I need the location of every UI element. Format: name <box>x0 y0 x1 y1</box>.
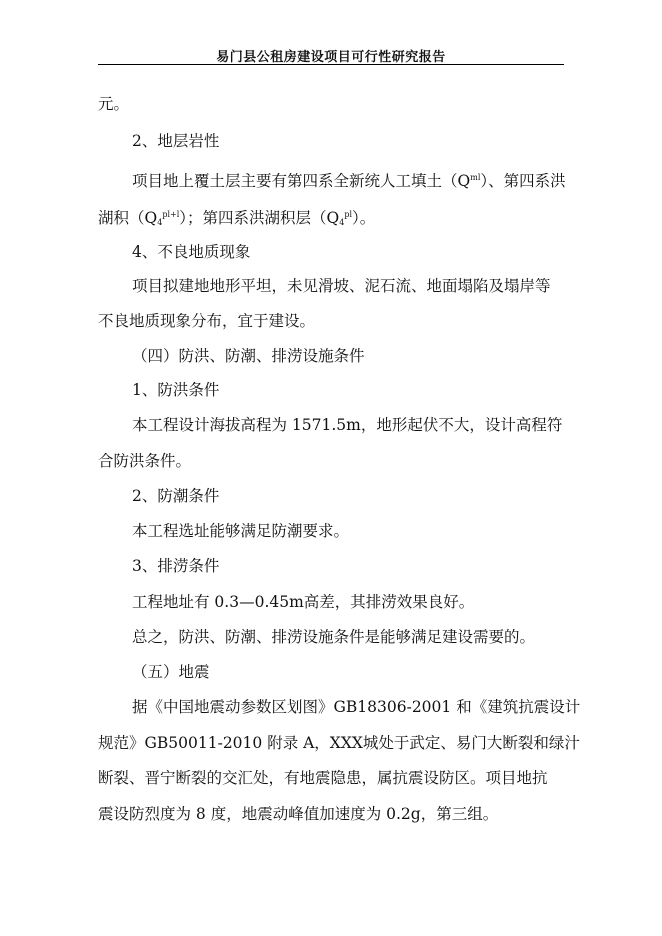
paragraph-line: 元。 <box>98 95 130 113</box>
page-header-title: 易门县公租房建设项目可行性研究报告 <box>216 50 446 65</box>
paragraph-line <box>98 205 568 233</box>
text-run: 项目地上覆土层主要有第四系全新统人工填土（ <box>132 172 458 190</box>
paragraph-line <box>132 168 602 191</box>
paragraph-line: 合防洪条件。 <box>98 452 192 470</box>
paragraph-line: 项目拟建地地形平坦，未见滑坡、泥石流、地面塌陷及塌岸等 <box>132 277 551 295</box>
text-run: ）。 <box>352 209 376 227</box>
text-run: ）；第四系洪湖积层（ <box>179 209 327 227</box>
geology-symbol: $Q_4^{pl}$ <box>326 209 353 227</box>
paragraph-line: 总之，防洪、防潮、排涝设施条件是能够满足建设需要的。 <box>132 628 536 646</box>
paragraph-line: 不良地质现象分布，宜于建设。 <box>98 312 316 330</box>
paragraph-line: 据《中国地震动参数区划图》GB18306-2001 和《建筑抗震设计 <box>132 698 581 716</box>
geology-symbol: $Q_4^{pl+l}$ <box>144 209 180 227</box>
section-heading: （五）地震 <box>132 663 210 681</box>
section-heading: （四）防洪、防潮、排涝设施条件 <box>132 347 365 365</box>
paragraph-line: 工程地址有 0.3—0.45m高差，其排涝效果良好。 <box>132 593 475 611</box>
text-run: 湖积（ <box>98 209 145 227</box>
paragraph-line: 规范》GB50011-2010 附录 A，XXX城处于武定、易门大断裂和绿汁 <box>98 734 580 752</box>
header-rule <box>98 64 564 65</box>
section-heading: 2、地层岩性 <box>132 132 220 150</box>
geology-symbol: $Q^{ml}$ <box>457 172 481 190</box>
paragraph-line: 本工程设计海拔高程为 1571.5m，地形起伏不大，设计高程符 <box>132 416 563 434</box>
paragraph-line: 震设防烈度为 8 度，地震动峰值加速度为 0.2g，第三组。 <box>98 805 499 823</box>
paragraph-line: 本工程选址能够满足防潮要求。 <box>132 522 350 540</box>
section-heading: 1、防洪条件 <box>132 381 220 399</box>
text-run: ）、第四系洪 <box>480 172 566 190</box>
section-heading: 2、防潮条件 <box>132 487 220 505</box>
paragraph-line: 断裂、晋宁断裂的交汇处，有地震隐患，属抗震设防区。项目地抗 <box>98 769 548 787</box>
section-heading: 4、不良地质现象 <box>132 243 251 261</box>
section-heading: 3、排涝条件 <box>132 557 220 575</box>
